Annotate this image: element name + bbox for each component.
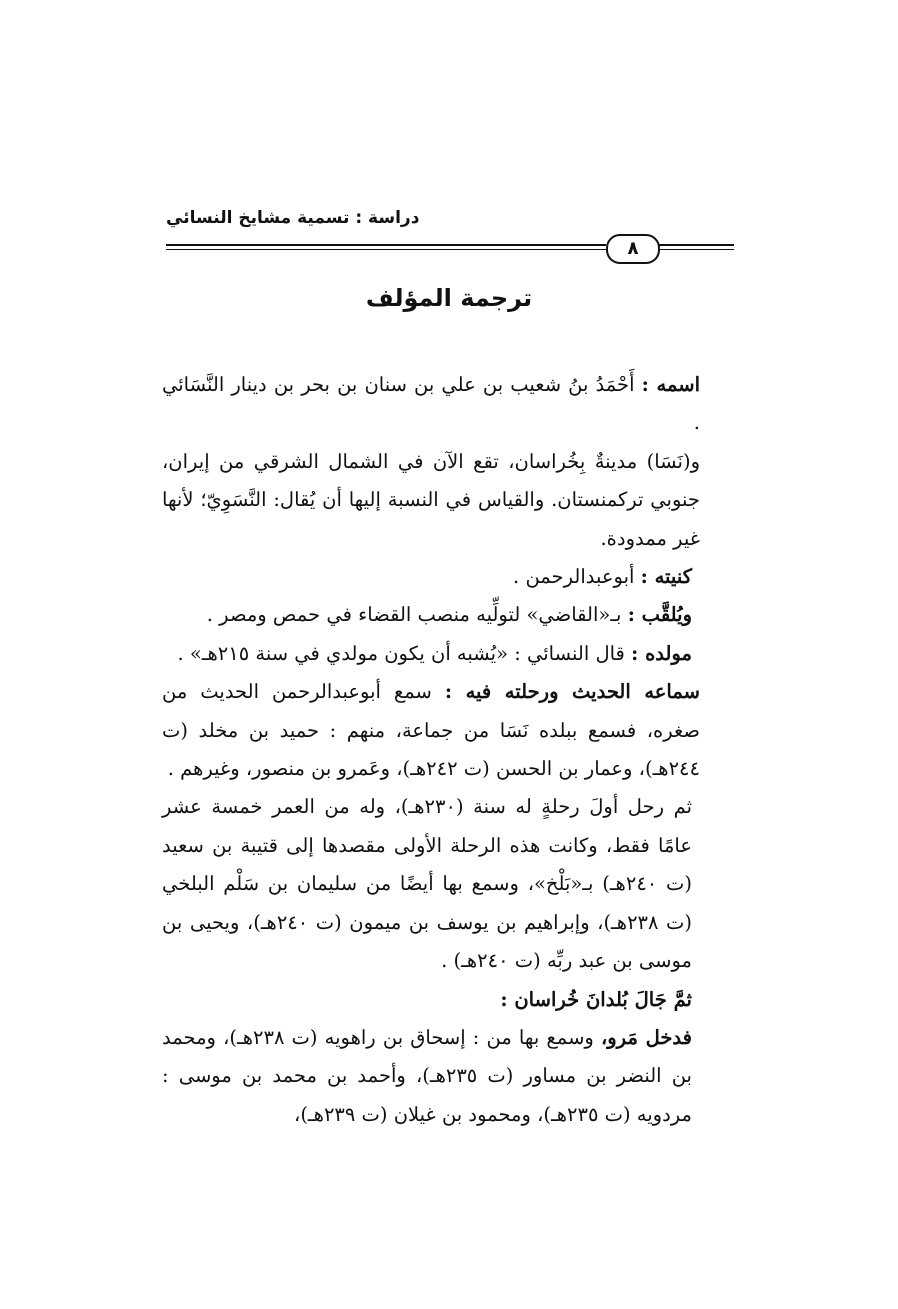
page-number: ٨ (606, 234, 660, 264)
paragraph-hearing (162, 673, 734, 788)
marw-label: فدخل مَرو، (600, 1025, 692, 1049)
laqab-text: بـ«القاضي» لتولِّيه منصب القضاء في حمص ومصر . (206, 603, 628, 627)
kunya-label: كنيته : (640, 565, 692, 589)
paragraph-nasa: و(نَسَا) مدينةٌ بِخُراسان، تقع الآن في الشمال الشرقي من إيران، جنوبي تركمنستان. والقياس في النسبة إليها أن يُقال: النَّسَوِيّ؛ لأنها غير ممدودة. (162, 449, 700, 550)
hearing-text: سمع أبوعبدالرحمن الحديث من صغره، فسمع ببلده نَسَا من جماعة، منهم : حميد بن مخلد (ت ٢٤٤هـ)، وعمار بن الحسن (ت ٢٤٢هـ)، وعَمرو بن منصور، وغيرهم . (162, 680, 700, 781)
paragraph-birth (162, 635, 734, 673)
marw-text: وسمع بها من : إسحاق بن راهويه (ت ٢٣٨هـ)، ومحمد بن النضر بن مساور (ت ٢٣٥هـ)، وأحمد بن محمد بن موسى : مردويه (ت ٢٣٥هـ)، ومحمود بن غيلان (ت ٢٣٩هـ)، (162, 1025, 692, 1126)
header-rule-right (658, 244, 734, 246)
birth-text: قال النسائي : «يُشبه أن يكون مولدي في سنة ٢١٥هـ» . (177, 641, 632, 665)
series-title: دراسة : تسمية مشايخ النسائي (166, 208, 420, 228)
body-text (162, 366, 734, 1134)
name-label: اسمه : (641, 373, 700, 396)
header-rule-right-thin (658, 249, 734, 250)
name-text: أَحْمَدُ بنُ شعيب بن علي بن سنان بن بحر بن دينار النَّسَائي . (162, 373, 700, 435)
section-title: ترجمة المؤلف (365, 284, 533, 312)
paragraph-name (162, 366, 734, 443)
hearing-label: سماعه الحديث ورحلته فيه : (444, 680, 700, 704)
birth-label: مولده : (631, 641, 692, 665)
paragraph-travel: ثم رحل أولَ رحلةٍ له سنة (٢٣٠هـ)، وله من العمر خمسة عشر عامًا فقط، وكانت هذه الرحلة الأولى مقصدها إلى قتيبة بن سعيد (ت ٢٤٠هـ) بـ«بَلْخ»، وسمع بها أيضًا من سليمان بن سَلْم البلخي (ت ٢٣٨هـ)، وإبراهيم بن يوسف بن ميمون (ت ٢٤٠هـ)، ويحيى بن موسى بن عبد ربِّه (ت ٢٤٠هـ) . (162, 795, 692, 973)
paragraph-marw (162, 1019, 734, 1134)
header-rule (166, 244, 606, 246)
kunya-text: أبوعبدالرحمن . (513, 565, 641, 589)
paragraph-laqab (162, 596, 734, 634)
header-rule-thin (166, 249, 606, 250)
subheading-khurasan: ثمَّ جَالَ بُلدانَ خُراسان : (500, 987, 692, 1011)
laqab-label: ويُلقَّب : (627, 603, 692, 627)
paragraph-kunya (162, 558, 734, 596)
